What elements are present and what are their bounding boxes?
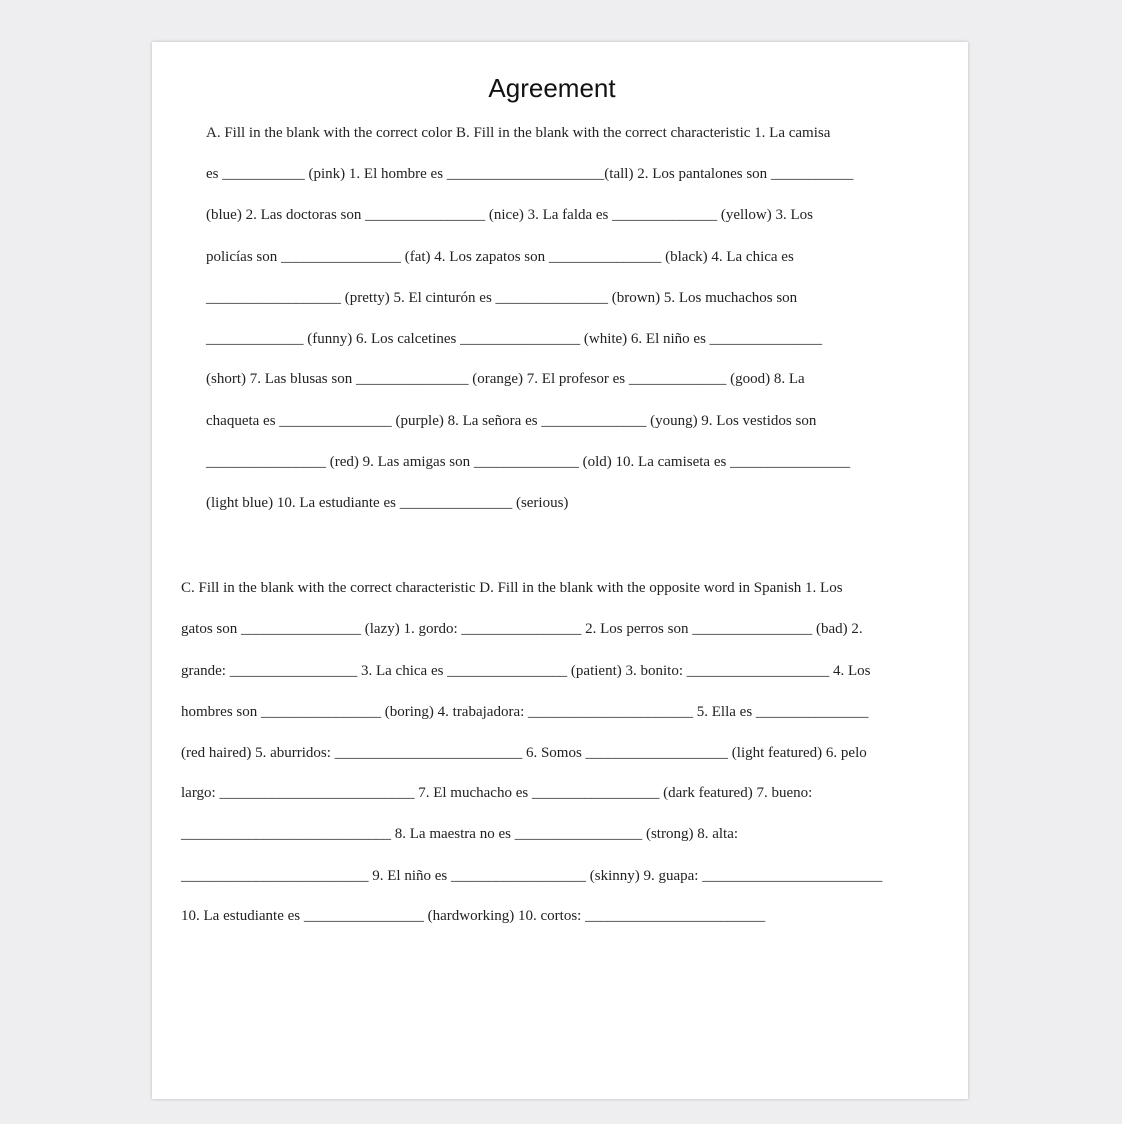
section-ab-line: _____________ (funny) 6. Los calcetines ________________ (white) 6. El niño es _______________ xyxy=(206,331,823,347)
document-page xyxy=(152,42,968,1099)
section-cd-line: grande: _________________ 3. La chica es ________________ (patient) 3. bonito: ___________________ 4. Los xyxy=(181,663,871,679)
section-ab-line: chaqueta es _______________ (purple) 8. La señora es ______________ (young) 9. Los vestidos son xyxy=(206,413,817,429)
section-cd-line: 10. La estudiante es ________________ (hardworking) 10. cortos: ________________________ xyxy=(181,908,766,924)
section-cd-line: ____________________________ 8. La maestra no es _________________ (strong) 8. alta: xyxy=(181,826,739,842)
section-cd-line: hombres son ________________ (boring) 4. trabajadora: ______________________ 5. Ella es _______________ xyxy=(181,704,869,720)
section-ab-line: (blue) 2. Las doctoras son ________________ (nice) 3. La falda es ______________ (yellow) 3. Los xyxy=(206,207,813,223)
section-ab-line: es ___________ (pink) 1. El hombre es _____________________(tall) 2. Los pantalones son ___________ xyxy=(206,166,854,182)
section-ab-line: ________________ (red) 9. Las amigas son ______________ (old) 10. La camiseta es ________________ xyxy=(206,454,851,470)
section-ab-line: (short) 7. Las blusas son _______________ (orange) 7. El profesor es _____________ (good) 8. La xyxy=(206,371,805,387)
section-ab-line: policías son ________________ (fat) 4. Los zapatos son _______________ (black) 4. La chica es xyxy=(206,249,794,265)
document-title: Agreement xyxy=(488,73,616,103)
section-ab-line: __________________ (pretty) 5. El cinturón es _______________ (brown) 5. Los muchachos son xyxy=(206,290,798,306)
section-cd-line: largo: __________________________ 7. El muchacho es _________________ (dark featured) 7. bueno: xyxy=(181,785,813,801)
section-ab-line: A. Fill in the blank with the correct color B. Fill in the blank with the correct characteristic 1. La camisa xyxy=(206,125,831,141)
section-ab-line: (light blue) 10. La estudiante es _______________ (serious) xyxy=(206,495,569,511)
section-cd-line: (red haired) 5. aburridos: _________________________ 6. Somos ___________________ (light featured) 6. pelo xyxy=(181,745,867,761)
section-cd-line: gatos son ________________ (lazy) 1. gordo: ________________ 2. Los perros son ________________ (bad) 2. xyxy=(181,621,863,637)
section-cd-line: _________________________ 9. El niño es __________________ (skinny) 9. guapa: ________________________ xyxy=(181,868,883,884)
section-cd-line: C. Fill in the blank with the correct characteristic D. Fill in the blank with the opposite word in Spanish 1. Los xyxy=(181,580,843,596)
